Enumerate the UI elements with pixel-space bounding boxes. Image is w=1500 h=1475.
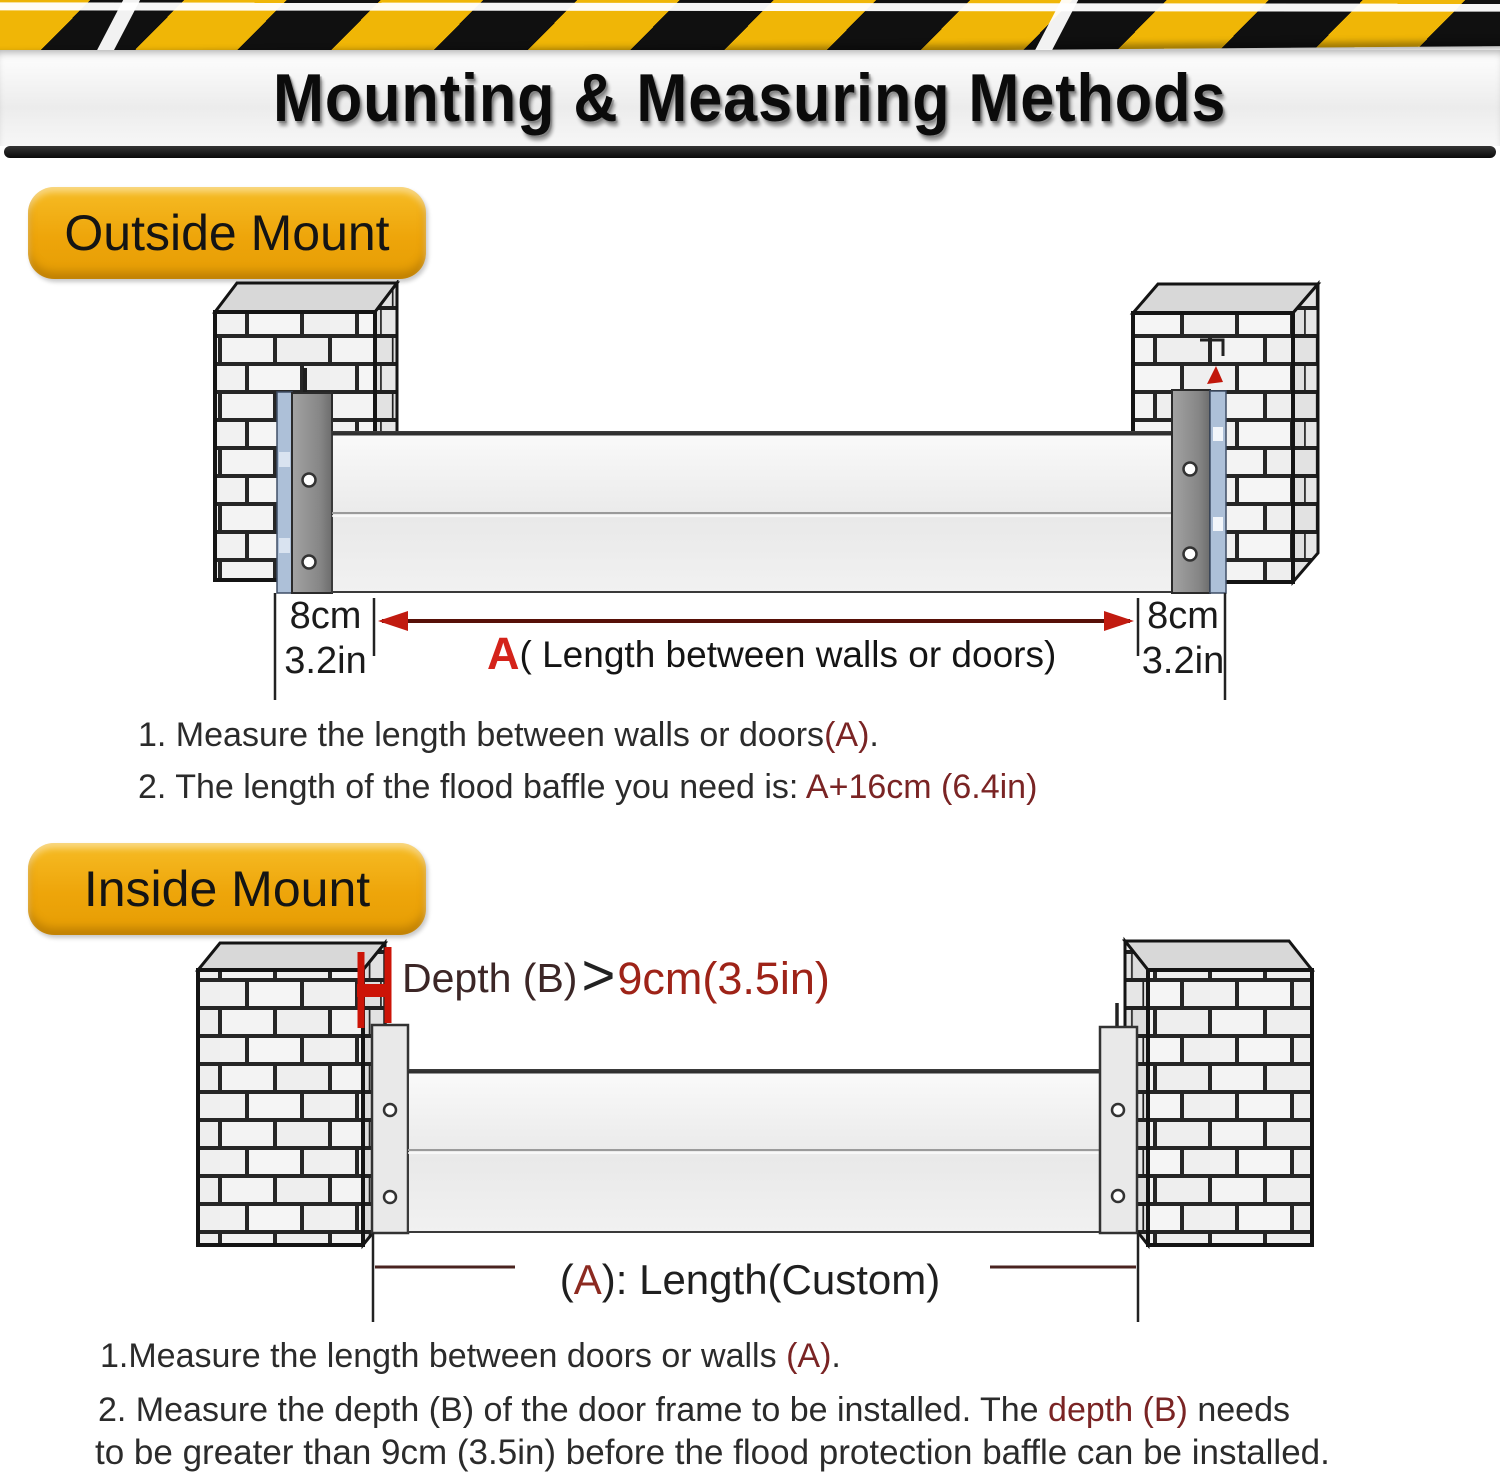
length-a-desc: ( Length between walls or doors) [519, 634, 1057, 675]
wall-top-face [1133, 284, 1318, 313]
greater-than-sign: > [581, 943, 616, 1008]
screw-icon [303, 556, 316, 569]
step-highlight: (A) [824, 716, 870, 754]
length-a-letter: A [573, 1256, 602, 1303]
step-highlight: depth (B) [1048, 1391, 1188, 1429]
step-highlight: (A) [786, 1337, 832, 1375]
brick-front-face [198, 970, 363, 1245]
inside-mount-badge [28, 843, 426, 935]
offset-in: 3.2in [284, 640, 367, 682]
page-title: Mounting & Measuring Methods [273, 60, 1227, 136]
mounting-channel-right [1172, 390, 1210, 593]
screw-icon [384, 1104, 396, 1116]
brick-front-face [1148, 970, 1312, 1245]
wall-side-face [1293, 284, 1318, 582]
outside-step-2 [138, 768, 1037, 807]
screw-icon [303, 474, 316, 487]
depth-note [402, 942, 830, 1015]
length-a-label [487, 628, 1056, 680]
wall-top-face [1125, 941, 1312, 970]
length-a-letter: A [487, 628, 520, 679]
inside-mount-badge-label: Inside Mount [83, 861, 371, 917]
inside-step-2-continued [95, 1433, 1330, 1473]
step-text: 1.Measure the length between doors or walls [100, 1337, 787, 1375]
flood-barrier-panel-inside [408, 1070, 1100, 1232]
outside-mount-badge [28, 187, 426, 279]
seal-strip-right [1210, 391, 1226, 593]
step-text: to be greater than 9cm (3.5in) before the flood protection baffle can be installed. [95, 1433, 1330, 1472]
step-text: 2. The length of the flood baffle you need is: [138, 768, 806, 806]
offset-cm: 8cm [1147, 595, 1219, 637]
title-band [0, 50, 1500, 146]
depth-value: 9cm(3.5in) [617, 952, 830, 1004]
right-wall-pillar-inside [1125, 941, 1312, 1245]
length-custom-label [0, 1256, 1500, 1304]
screw-icon [1112, 1104, 1124, 1116]
step-text: needs [1187, 1391, 1290, 1429]
screw-icon [1184, 463, 1197, 476]
wall-top-face [215, 283, 397, 312]
seal-hole [1213, 427, 1223, 441]
outside-mount-badge-label: Outside Mount [64, 205, 390, 261]
wall-top-face [198, 943, 385, 970]
left-wall-pillar-inside [198, 943, 385, 1245]
offset-label-left [277, 594, 374, 684]
step-text: 2. Measure the depth (B) of the door frame to be installed. The [98, 1391, 1049, 1429]
offset-label-right [1140, 594, 1226, 684]
inside-step-1 [100, 1337, 841, 1376]
depth-label: Depth (B) [402, 955, 578, 1001]
step-highlight: A+16cm (6.4in) [805, 768, 1038, 806]
outside-step-1 [138, 716, 879, 755]
offset-cm: 8cm [289, 595, 362, 637]
screw-icon [1112, 1190, 1124, 1202]
arrowhead-left [378, 611, 408, 631]
inside-step-2 [98, 1391, 1290, 1430]
seal-hole [1213, 517, 1223, 531]
screw-icon [1184, 548, 1197, 561]
paren-open: ( [559, 1256, 574, 1303]
flood-barrier-panel [332, 432, 1172, 592]
step-text: . [831, 1337, 841, 1375]
step-text: 1. Measure the length between walls or doors [138, 716, 825, 754]
seal-strip-left [277, 392, 292, 593]
screw-icon [384, 1191, 396, 1203]
title-underline-bar [4, 146, 1496, 158]
step-text: . [869, 716, 879, 754]
length-custom-text: ): Length(Custom) [601, 1256, 941, 1303]
offset-in: 3.2in [1141, 640, 1225, 682]
arrowhead-right [1104, 611, 1134, 631]
seal-hole [279, 452, 290, 467]
seal-hole [279, 538, 290, 553]
